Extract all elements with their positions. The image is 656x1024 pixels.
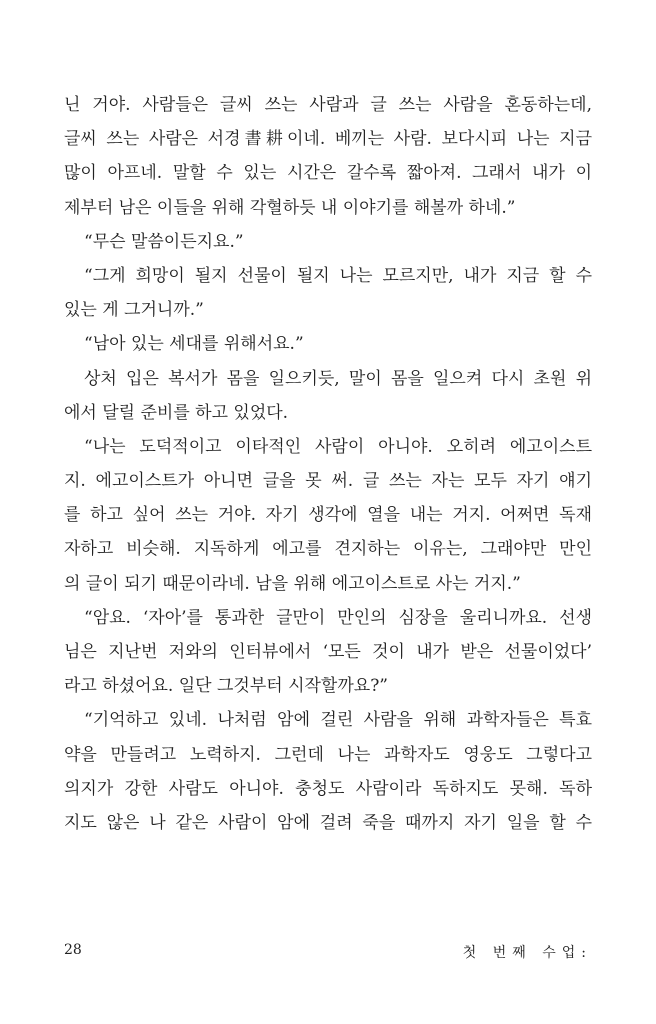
text-line: 의지가 강한 사람도 아니야. 충청도 사람이라 독하지도 못해. 독하 <box>64 778 592 799</box>
running-head: 첫 번째 수업: <box>462 945 592 961</box>
text-line: 제부터 남은 이들을 위해 각혈하듯 내 이야기를 해볼까 하네.” <box>64 197 516 218</box>
text-line: 글씨 쓰는 사람은 서경書耕이네. 베끼는 사람. 보다시피 나는 지금 <box>64 129 592 150</box>
text-line: 를 하고 싶어 쓰는 거야. 자기 생각에 열을 내는 거지. 어쩌면 독재 <box>64 505 592 526</box>
text-line: 약을 만들려고 노력하지. 그런데 나는 과학자도 영웅도 그렇다고 <box>64 744 592 765</box>
text-line: “무슨 말씀이든지요.” <box>84 231 244 252</box>
text-line: 님은 지난번 저와의 인터뷰에서 ‘모든 것이 내가 받은 선물이었다’ <box>64 642 592 662</box>
text-line: 지도 않은 나 같은 사람이 암에 걸려 죽을 때까지 자기 일을 할 수 <box>64 812 592 833</box>
text-line: “나는 도덕적이고 이타적인 사람이 아니야. 오히려 에고이스트 <box>84 436 592 457</box>
text-line: 있는 게 그거니까.” <box>64 300 204 321</box>
text-line: 라고 하셨어요. 일단 그것부터 시작할까요?” <box>64 676 388 697</box>
text-line: 의 글이 되기 때문이라네. 남을 위해 에고이스트로 사는 거지.” <box>64 573 521 594</box>
text-line: “남아 있는 세대를 위해서요.” <box>84 334 304 355</box>
text-line: “그게 희망이 될지 선물이 될지 나는 모르지만, 내가 지금 할 수 <box>84 265 592 286</box>
text-line: 많이 아프네. 말할 수 있는 시간은 갈수록 짧아져. 그래서 내가 이 <box>64 163 592 184</box>
text-line: 자하고 비슷해. 지독하게 에고를 견지하는 이유는, 그래야만 만인 <box>64 539 592 560</box>
text-line: “기억하고 있네. 나처럼 암에 걸린 사람을 위해 과학자들은 특효 <box>84 710 592 731</box>
text-line: 에서 달릴 준비를 하고 있었다. <box>64 402 289 423</box>
text-line: 상처 입은 복서가 몸을 일으키듯, 말이 몸을 일으켜 다시 초원 위 <box>84 368 592 389</box>
text-line: “암요. ‘자아’를 통과한 글만이 만인의 심장을 울리니까요. 선생 <box>84 607 592 628</box>
text-line: 지. 에고이스트가 아니면 글을 못 써. 글 쓰는 자는 모두 자기 얘기 <box>64 471 592 492</box>
text-line: 닌 거야. 사람들은 글씨 쓰는 사람과 글 쓰는 사람을 혼동하는데, <box>64 95 592 115</box>
page-number: 28 <box>64 942 82 958</box>
body-text <box>64 88 592 840</box>
